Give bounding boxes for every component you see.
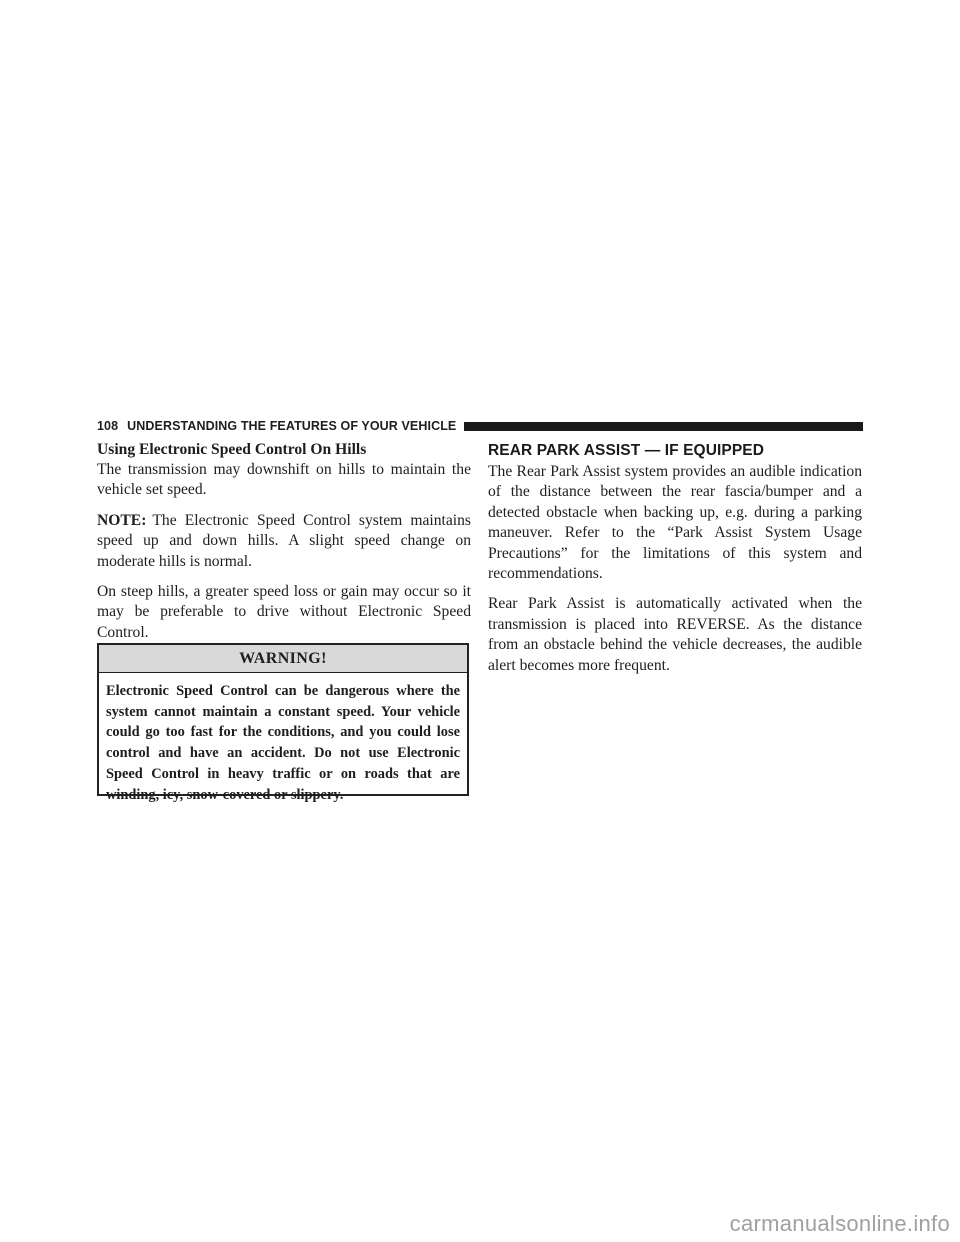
watermark-text: carmanualsonline.info <box>729 1211 950 1236</box>
park-assist-paragraph-2: Rear Park Assist is automatically activated when the transmission is placed into REVERSE. As the distance from an obstacle behind the vehicle decreases, the audible alert becomes more frequent. <box>488 595 862 674</box>
warning-box <box>97 643 469 803</box>
warning-title-bar <box>99 645 467 673</box>
note-label: NOTE: <box>97 511 147 529</box>
page-number: 108 <box>97 419 119 433</box>
left-column <box>97 440 471 653</box>
warning-text: Electronic Speed Control can be dangerous where the system cannot maintain a constant speed. Your vehicle could go too fast for the conditions, and you could lose control and have an accident. Do not use Electronic Speed Control in heavy traffic or on roads that are winding, icy, snow-covered or slippery. <box>106 683 460 803</box>
hills-paragraph: The transmission may downshift on hills to maintain the vehicle set speed. <box>97 461 471 499</box>
header-rule <box>464 422 863 431</box>
page-header <box>97 419 863 433</box>
section-title: UNDERSTANDING THE FEATURES OF YOUR VEHICLE <box>127 419 457 433</box>
note-paragraph <box>97 511 471 572</box>
park-assist-paragraph-1: The Rear Park Assist system provides an audible indication of the distance between the rear fascia/bumper and a detected obstacle when backing up, e.g. during a parking maneuver. Refer to the “Park Assist System Usage Precautions” for the limitations of this system and recommendations. <box>488 463 862 583</box>
park-assist-heading: REAR PARK ASSIST — IF EQUIPPED <box>488 442 765 459</box>
right-column <box>488 442 862 686</box>
steep-hills-paragraph: On steep hills, a greater speed loss or gain may occur so it may be preferable to drive without Electronic Speed Control. <box>97 583 471 641</box>
warning-title: WARNING! <box>239 649 327 667</box>
note-text: The Electronic Speed Control system maintains speed up and down hills. A slight speed change on moderate hills is normal. <box>97 511 471 570</box>
hills-subheading: Using Electronic Speed Control On Hills <box>97 441 367 458</box>
